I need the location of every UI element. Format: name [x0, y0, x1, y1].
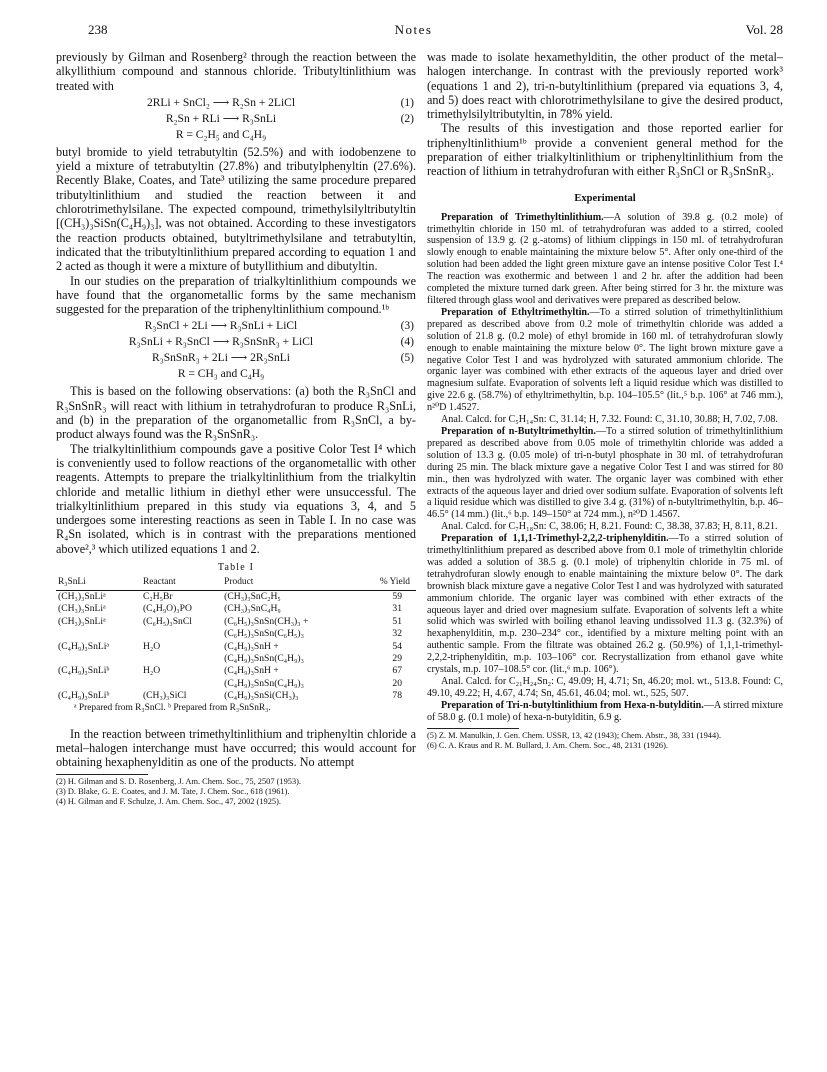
equation-definition: R = CH₃ and C₄H₉: [177, 368, 265, 381]
table-cell: [56, 628, 141, 640]
footnote: (6) C. A. Kraus and R. M. Bullard, J. Am. Chem. Soc., 48, 2131 (1926).: [427, 741, 669, 751]
table-cell: (CH₃)₃SnLiᵃ: [58, 615, 106, 627]
table-cell: (C₄H₉)₃SnLiᵇ: [58, 665, 110, 677]
equation: [56, 318, 416, 334]
table-cell: [141, 678, 222, 690]
paragraph-text: —To a stirred solution of trimethyltinlithium prepared as described above from 0.2 mole of trimethyltin chloride was added a solution of 21.8 g. (0.2 mole) of ethyl bromide in 160 ml. of tetrahydrofuran slowly enough to enable maintaining the mixture below 0°. The light brown mixture gave a negative Color Test I and was hydrolyzed with saturated ammonium chloride. The organic layer was combined with ether extracts of the aqueous layer and dried over magnesium sulfate. Evaporation of solvents left a liquid residue which was distilled to give 22.6 g. (58.7%) of ethyltrimethyltin, b.p. 104–105.5° (lit.,⁵ b.p. 106° at 746 mm.), n²⁰D 1.4527.: [427, 306, 783, 414]
run-in-heading: Preparation of n-Butyltrimethyltin.: [441, 425, 596, 437]
equation-block: [56, 95, 416, 143]
equation-text: 2RLi + SnCl₂ ⟶ R₂Sn + 2LiCl: [146, 96, 296, 109]
experimental-paragraph: [427, 426, 783, 521]
table-row: [56, 678, 416, 690]
equation-definition: R = C₂H₅ and C₄H₉: [175, 128, 267, 141]
table-cell: 29: [392, 653, 402, 665]
table-cell: (C₄H₉)₃SnSi(CH₃)₃: [224, 690, 299, 702]
analysis-line: Anal. Calcd. for C₂₁H₂₄Sn₂: C, 49.09; H, 4.71; Sn, 46.20; mol. wt., 513.8. Found: C, 49.10, 49.22; H, 4.67, 4.74; Sn, 45.61, 46.04; mol. wt., 525, 507.: [427, 676, 783, 699]
paragraph-text: —To a stirred solution of trimethyltinlithium prepared as described above from 0.05 mole of trimethyltin chloride was added a solution of 13.3 g. (0.05 mole) of tri-n-butyl phosphate in 30 ml. of tetrahydrofuran during 25 min. The black mixture gave a negative Color Test I and was stirred for 80 min., then was hydrolyzed with water. The organic layer was combined with ether extracts of the aqueous layer and dried over sodium sulfate. Evaporation of solvents left a liquid residue which was distilled to give 3.4 g. (31%) of n-butyltrimethyltin, b.p. 46–46.5° (14 mm.) (lit.,⁶ b.p. 149–150° at 724 mm.), n²⁰D 1.4567.: [427, 425, 783, 521]
left-column: [56, 50, 416, 808]
table-cell: (CH₃)₃SnLiᵃ: [58, 591, 106, 603]
table-title: Table I: [217, 562, 255, 574]
table-cell: H₂O: [142, 665, 161, 677]
equation-text: R₃SnCl + 2Li ⟶ R₃SnLi + LiCl: [144, 320, 298, 333]
paragraph: butyl bromide to yield tetrabutyltin (52.5%) and with iodobenzene to yield a mixture of tetrabutyltin (27.8%) and tributylphenyltin (27.6%). Recently Blake, Coates, and Tate³ utilizing the same procedure prepared tributyltinlithium and studied the reaction between it and chlorotrimethylsilane. The expected compound, trimethylsilyltributyltin [(CH₃)₃SiSn(C₄H₉)₃], was not obtained. According to these investigators the reaction products obtained, butyltrimethylsilane and tetrabutyltin, indicated that the tributyltinlithium prepared according to equation 1 and 2 acted as though it were a mixture of butyllithium and dibutyltin.: [56, 144, 416, 274]
paragraph-text: —A solution of 39.8 g. (0.2 mole) of trimethyltin chloride in 150 ml. of tetrahydrofuran was added to a stirred, cooled suspension of 13.9 g. (2 g.-atoms) of lithium clippings in 150 ml. of tetrahydrofuran slowly enough to enable maintaining the mixture below 5°. After only one-third of the solution had been added the light green mixture gave an intense positive Color Test I.⁴ The reaction was exothermic and between 1 and 2 hr. after the addition had been completed the mixture turned dark green. After being stirred for 3 hr. the mixture was filtered through glass wool and derivatives were prepared as described below.: [427, 211, 783, 307]
section-title: Notes: [394, 22, 433, 37]
equation-text: R₃SnSnR₃ + 2Li ⟶ 2R₃SnLi: [152, 352, 290, 365]
paragraph: In the reaction between trimethyltinlithium and triphenyltin chloride a metal–halogen interchange must have occurred; this would account for obtaining hexaphenylditin as one of the products. No attempt: [56, 726, 416, 770]
footnote: (3) D. Blake, G. E. Coates, and J. M. Tate, J. Chem. Soc., 618 (1961).: [56, 786, 290, 796]
table-cell: (CH₃)₃SnC₂H₅: [224, 591, 281, 603]
table-cell: 32: [392, 628, 402, 640]
paragraph: This is based on the following observations: (a) both the R₃SnCl and R₃SnSnR₃ will react with lithium in tetrahydrofuran to produce R₃SnLi, and (b) in the preparation of the organometallic from R₃SnCl, a by-product always found was the R₃SnSnR₃.: [56, 384, 416, 442]
section-heading: Experimental: [574, 192, 636, 204]
table-cell: 78: [392, 690, 402, 702]
table-cell: H₂O: [142, 640, 161, 652]
column-header: R₃SnLi: [56, 576, 141, 591]
table-cell: (CH₃)₃SnLiᵃ: [58, 603, 106, 615]
analysis-line: Anal. Calcd. for C₇H₁₈Sn: C, 38.06; H, 8.21. Found: C, 38.38, 37.83; H, 8.11, 8.21.: [441, 521, 778, 533]
table-row: [56, 653, 416, 665]
equation-number: (1): [400, 96, 414, 109]
table-cell: C₂H₅Br: [142, 591, 173, 603]
table-cell: (C₄H₉)₃SnLiᵃ: [58, 640, 110, 652]
equation-number: (2): [400, 112, 414, 125]
equation-number: (3): [400, 320, 414, 333]
experimental-paragraph: [427, 700, 783, 724]
footnote-divider: [56, 774, 148, 775]
table-cell: (C₆H₅)₃SnSn(CH₃)₃ +: [224, 615, 309, 627]
equation-text: R₃SnLi + R₃SnCl ⟶ R₃SnSnR₃ + LiCl: [128, 336, 314, 349]
equation: [56, 334, 416, 350]
run-in-heading: Preparation of Trimethyltinlithium.: [441, 211, 604, 223]
equation: [56, 350, 416, 366]
footnote: (5) Z. M. Manulkin, J. Gen. Chem. USSR, 13, 42 (1943); Chem. Abstr., 38, 331 (1944).: [427, 730, 722, 740]
table-cell: (C₆H₅)₃SnCl: [142, 615, 192, 627]
experimental-paragraph: [427, 533, 783, 676]
run-in-heading: Preparation of Tri-n-butyltinlithium from Hexa-n-butylditin.: [441, 699, 704, 711]
results-table: [56, 576, 416, 703]
run-in-heading: Preparation of Ethyltrimethyltin.: [441, 306, 590, 318]
table-cell: [56, 653, 141, 665]
equation-number: (5): [400, 352, 414, 365]
experimental-paragraph: [427, 212, 783, 307]
experimental-paragraph: [427, 307, 783, 414]
table-cell: 20: [392, 677, 402, 689]
run-in-heading: Preparation of 1,1,1-Trimethyl-2,2,2-triphenylditin.: [441, 533, 669, 545]
table-cell: [56, 678, 141, 690]
column-header: Reactant: [141, 576, 222, 591]
table-cell: (C₄H₉)₃SnLiᵇ: [58, 690, 110, 702]
table-cell: (C₄H₉)₃SnH +: [224, 665, 279, 677]
volume-label: Vol. 28: [745, 22, 783, 37]
footnote-divider: [427, 728, 519, 729]
equation-block: [56, 318, 416, 382]
table-cell: 51: [392, 615, 402, 627]
running-header: [0, 22, 827, 40]
table-cell: (C₄H₉)₃SnSn(C₄H₉)₃: [224, 653, 304, 665]
paragraph: The results of this investigation and those reported earlier for triphenyltinlithium¹ᵇ provide a convenient general method for the preparation of either trialkyltinlithium or triphenyltinlithium from the reaction of lithium in tetrahydrofuran with either R₃SnCl or R₃SnSnR₃.: [427, 121, 783, 179]
table-cell: [141, 653, 222, 665]
table-row: [56, 641, 416, 653]
table-header-row: [56, 576, 416, 591]
table-cell: (C₄H₉O)₃PO: [142, 603, 192, 615]
table-cell: (C₆H₅)₃SnSn(C₆H₅)₃: [224, 628, 304, 640]
footnote: (2) H. Gilman and S. D. Rosenberg, J. Am. Chem. Soc., 75, 2507 (1953).: [56, 776, 302, 786]
paragraph: previously by Gilman and Rosenberg² through the reaction between the alkyllithium compound and stannous chloride. Tributyltinlithium was treated with: [56, 50, 416, 93]
table-row: [56, 628, 416, 640]
table-cell: (CH₃)₃SnC₄H₉: [224, 603, 281, 615]
equation: [56, 111, 416, 127]
paragraph-text: —To a stirred solution of trimethyltinlithium prepared as described above from 0.1 mole of trimethyltin chloride was added a solution of 38.5 g. (0.1 mole) of triphenyltin chloride in 75 ml. of tetrahydrofuran slowly enough to enable maintaining the mixture below 0°. The dark brownish black mixture gave a negative Color Test I and was hydrolyzed with saturated ammonium chloride. The organic layer was combined with ether extracts of the aqueous layer and dried over magnesium sulfate. Evaporation of solvents left a white solid which was swirled with boiling ethanol leaving undissolved 11.3 g. (32.3%) of hexaphenylditin, m.p. 230–234° cor., identified by a mixture melting point with an authentic sample. From the filtrate was obtained 26.2 g. (50.9%) of 1,1,1-trimethyl-2,2,2-triphenylditin, m.p. 103–106° cor. Recrystallization from ethanol gave white crystals, m.p. 107–108.5° cor. (lit.,⁶ m.p. 106°).: [427, 533, 783, 676]
table-row: [56, 603, 416, 615]
analysis-line: Anal. Calcd. for C₅H₁₄Sn: C, 31.14; H, 7.32. Found: C, 31.10, 30.88; H, 7.02, 7.08.: [441, 414, 778, 426]
footnote: (4) H. Gilman and F. Schulze, J. Am. Chem. Soc., 47, 2002 (1925).: [56, 797, 281, 807]
table-row: [56, 616, 416, 628]
table-cell: 31: [392, 603, 402, 615]
paragraph: The trialkyltinlithium compounds gave a positive Color Test I⁴ which is conveniently used to follow reactions of the organometallic with other reagents. Attempts to prepare the trialkyltinlithium from the trialkyltin chloride and metallic lithium in diethyl ether were unsuccessful. The trialkyltinlithium prepared in this study via equations 3, 4, and 5 undergoes some interesting reactions as seen in Table I. In no case was R₄Sn isolated, which is in contrast with the preparations mentioned above²,³ which utilized equations 1 and 2.: [56, 441, 416, 556]
table-cell: 59: [392, 591, 402, 603]
table-cell: 54: [392, 640, 402, 652]
table-row: [56, 690, 416, 702]
equation-number: (4): [400, 336, 414, 349]
paragraph-text: —A stirred mixture of 58.0 g. (0.1 mole) of hexa-n-butylditin, 6.9 g.: [427, 699, 783, 723]
table-cell: (C₄H₉)₃SnSn(C₄H₉)₃: [224, 677, 304, 689]
table-row: [56, 591, 416, 604]
table-cell: (CH₃)₃SiCl: [142, 690, 187, 702]
page-number: 238: [88, 22, 108, 37]
table-cell: [141, 628, 222, 640]
equation-text: R₂Sn + RLi ⟶ R₃SnLi: [165, 112, 277, 125]
right-column: [427, 50, 783, 751]
table-row: [56, 665, 416, 677]
table-cell: (C₄H₉)₃SnH +: [224, 640, 279, 652]
table-footnote: ᵃ Prepared from R₃SnCl. ᵇ Prepared from R₃SnSnR₃.: [74, 702, 271, 713]
paragraph: was made to isolate hexamethylditin, the other product of the metal–halogen interchange. In contrast with the previously reported work³ (equations 1 and 2), tri-n-butyltinlithium (prepared via equations 3, 4, and 5) does react with chlorotrimethylsilane to give the desired product, trimethylsilyltributyltin, in 78% yield.: [427, 50, 783, 122]
equation: [56, 95, 416, 111]
paragraph: In our studies on the preparation of trialkyltinlithium compounds we have found that the organometallic forms by the same mechanism suggested for the preparation of the triphenyltinlithium compound.¹ᵇ: [56, 273, 416, 317]
table-cell: 67: [392, 665, 402, 677]
column-header: % Yield: [358, 576, 417, 591]
column-header: Product: [222, 576, 357, 591]
